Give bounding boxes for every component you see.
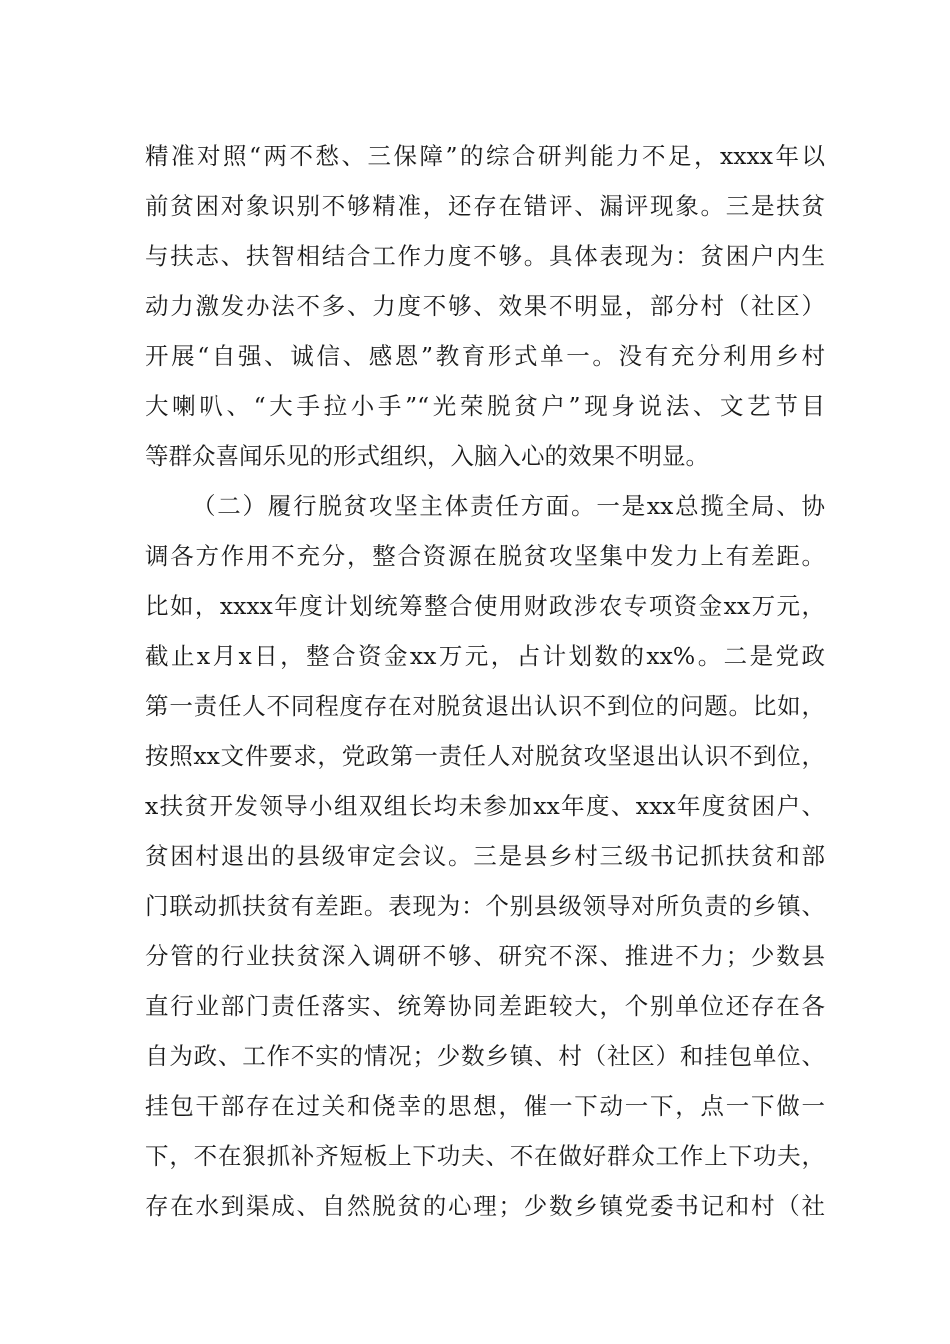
text-line: 下，不在狠抓补齐短板上下功夫、不在做好群众工作上下功夫， bbox=[145, 1142, 825, 1170]
text-line: 等群众喜闻乐见的形式组织，入脑入心的效果不明显。 bbox=[145, 442, 709, 470]
text-line: 比如，xxxx年度计划统筹整合使用财政涉农专项资金xx万元， bbox=[145, 592, 825, 620]
text-line: 第一责任人不同程度存在对脱贫退出认识不到位的问题。比如， bbox=[145, 692, 825, 720]
text-line: 与扶志、扶智相结合工作力度不够。具体表现为：贫困户内生 bbox=[145, 242, 825, 270]
text-line: 大喇叭、“大手拉小手”“光荣脱贫户”现身说法、文艺节目 bbox=[145, 392, 825, 420]
text-line: 动力激发办法不多、力度不够、效果不明显，部分村（社区） bbox=[145, 292, 825, 320]
text-line: 精准对照“两不愁、三保障”的综合研判能力不足，xxxx年以 bbox=[145, 142, 825, 170]
text-line: 直行业部门责任落实、统筹协同差距较大，个别单位还存在各 bbox=[145, 992, 825, 1020]
text-line: 按照xx文件要求，党政第一责任人对脱贫攻坚退出认识不到位， bbox=[145, 742, 825, 770]
text-line: 存在水到渠成、自然脱贫的心理；少数乡镇党委书记和村（社 bbox=[145, 1192, 825, 1220]
text-line: 自为政、工作不实的情况；少数乡镇、村（社区）和挂包单位、 bbox=[145, 1042, 825, 1070]
text-line: （二）履行脱贫攻坚主体责任方面。一是xx总揽全局、协 bbox=[192, 492, 825, 520]
text-line: 前贫困对象识别不够精准，还存在错评、漏评现象。三是扶贫 bbox=[145, 192, 825, 220]
text-line: x扶贫开发领导小组双组长均未参加xx年度、xxx年度贫困户、 bbox=[145, 792, 825, 820]
text-line: 门联动抓扶贫有差距。表现为：个别县级领导对所负责的乡镇、 bbox=[145, 892, 825, 920]
text-line: 开展“自强、诚信、感恩”教育形式单一。没有充分利用乡村 bbox=[145, 342, 825, 370]
text-line: 挂包干部存在过关和侥幸的思想，催一下动一下，点一下做一 bbox=[145, 1092, 825, 1120]
text-line: 截止x月x日，整合资金xx万元，占计划数的xx%。二是党政 bbox=[145, 642, 825, 670]
body-text bbox=[145, 131, 825, 1231]
text-line: 调各方作用不充分，整合资源在脱贫攻坚集中发力上有差距。 bbox=[145, 542, 825, 570]
text-line: 贫困村退出的县级审定会议。三是县乡村三级书记抓扶贫和部 bbox=[145, 842, 825, 870]
text-line: 分管的行业扶贫深入调研不够、研究不深、推进不力；少数县 bbox=[145, 942, 825, 970]
